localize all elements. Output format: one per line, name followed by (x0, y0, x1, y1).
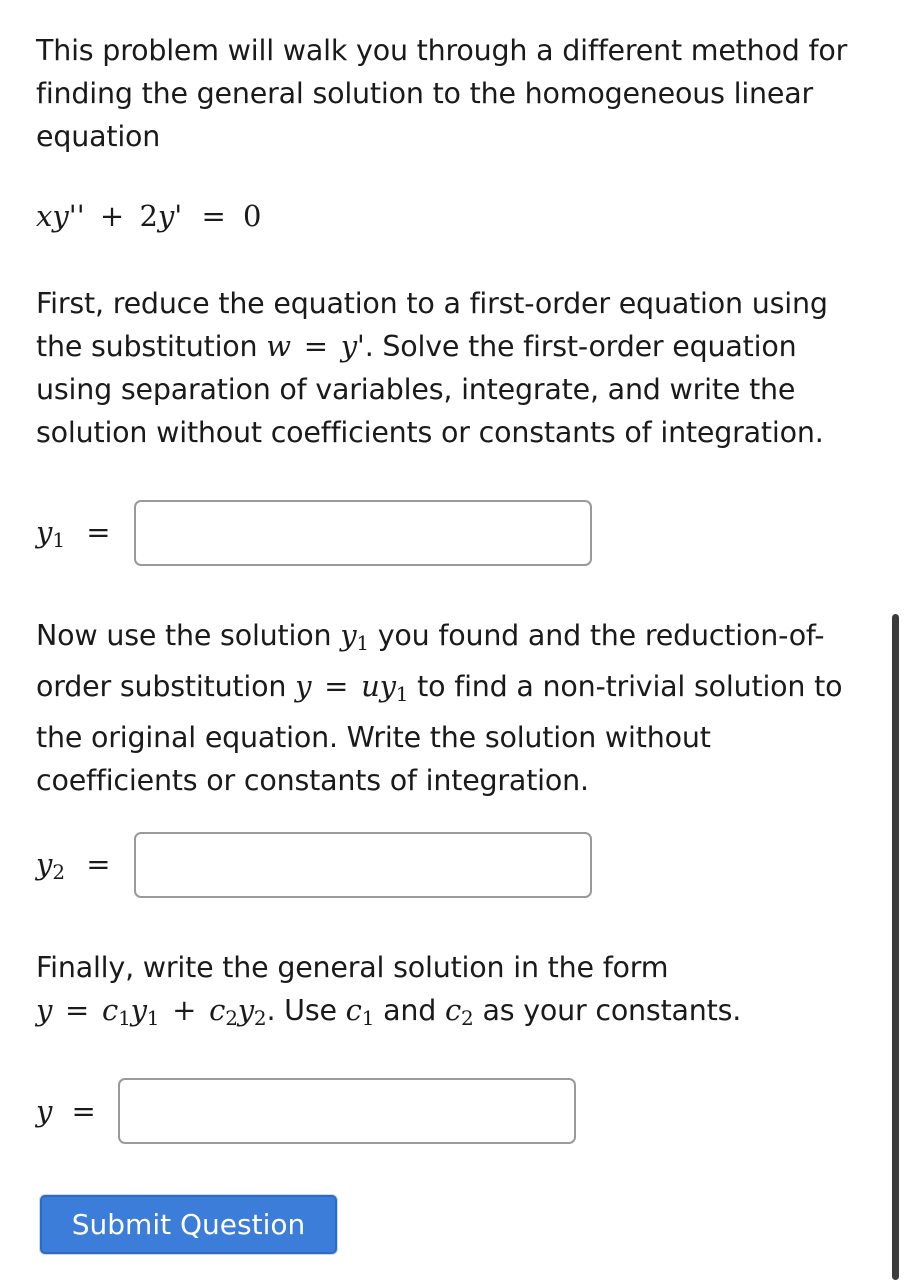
step2-text-c: to find a non-trivial solution to the original equation. Write the solution without coefficients or constants of integration. (36, 670, 843, 797)
answer2-input[interactable] (134, 832, 592, 898)
step3-use-c2: c (445, 993, 462, 1027)
answer1-input[interactable] (134, 500, 592, 566)
answer2-row (36, 830, 592, 900)
answer2-label (36, 847, 134, 884)
step3-equals: = (65, 993, 90, 1027)
answer2-equals: = (86, 846, 111, 881)
eq-coef: 2 (139, 199, 158, 233)
step3-text-a: Finally, write the general solution in the form (36, 951, 669, 984)
step1-text-a: First, reduce the equation to a first-order equation using the substitution (36, 287, 828, 363)
eq-prime: ' (174, 199, 183, 233)
intro-paragraph (36, 29, 876, 158)
answer3-label (36, 1094, 118, 1128)
step2-usub: 1 (395, 682, 409, 706)
answer1-row (36, 498, 592, 568)
scrollbar[interactable] (892, 614, 899, 1280)
step2-text-a: Now use the solution (36, 619, 332, 652)
step3-text-b: . Use (266, 994, 337, 1027)
step3-c1-sub: 1 (118, 1006, 131, 1030)
step2-equals: = (324, 669, 349, 703)
step3-text-c: as your constants. (482, 994, 742, 1027)
step3-c1: c (102, 993, 119, 1027)
step3-plus: + (172, 993, 197, 1027)
step3-use-c1: c (345, 993, 362, 1027)
eq-rhs: 0 (243, 199, 262, 233)
step3-paragraph (36, 946, 876, 1040)
step1-w: w (266, 329, 291, 363)
step3-and: and (383, 994, 437, 1027)
eq-y: y (52, 199, 69, 233)
step3-c2: c (209, 993, 226, 1027)
answer1-sub: 1 (52, 527, 66, 552)
step1-paragraph (36, 282, 876, 454)
step1-y: y (340, 329, 357, 363)
answer2-var: y (36, 846, 53, 881)
step2-y: y (340, 618, 357, 652)
answer1-label (36, 515, 134, 552)
eq-equals: = (201, 199, 226, 233)
main-equation (36, 196, 261, 236)
step2-text-b: you found and the reduction-of-order substitution (36, 619, 825, 703)
step2-u: u (361, 669, 380, 703)
step1-text-b: . Solve the first-order equation using separation of variables, integrate, and write the solution without coefficients or constants of integration. (36, 330, 824, 449)
answer3-var: y (36, 1094, 53, 1128)
step2-paragraph (36, 614, 876, 802)
step2-sub: 1 (356, 631, 369, 655)
step3-c2-sub: 2 (225, 1006, 238, 1030)
step3-use-c2-sub: 2 (461, 1006, 474, 1030)
step3-y2: y (237, 993, 254, 1027)
answer3-input[interactable] (118, 1078, 576, 1144)
intro-text: This problem will walk you through a different method for finding the general solution to the homogeneous linear equation (36, 34, 848, 153)
step3-y: y (36, 993, 53, 1027)
step1-equals: = (303, 329, 328, 363)
step3-use-c1-sub: 1 (361, 1006, 375, 1030)
eq-y2: y (157, 199, 175, 233)
answer1-var: y (36, 514, 53, 549)
answer3-row (36, 1076, 576, 1146)
eq-plus: + (99, 199, 125, 233)
eq-double-prime: '' (68, 199, 85, 233)
answer1-equals: = (86, 514, 111, 549)
step2-y2: y (295, 669, 312, 703)
answer2-sub: 2 (52, 859, 66, 884)
eq-x: x (36, 199, 53, 233)
step3-y1-sub: 1 (146, 1006, 160, 1030)
answer3-equals: = (71, 1094, 96, 1128)
step3-y1: y (130, 993, 147, 1027)
submit-question-button[interactable]: Submit Question (40, 1195, 337, 1254)
step2-uy: y (379, 669, 396, 703)
step1-prime: ' (356, 329, 365, 363)
step3-y2-sub: 2 (253, 1006, 267, 1030)
